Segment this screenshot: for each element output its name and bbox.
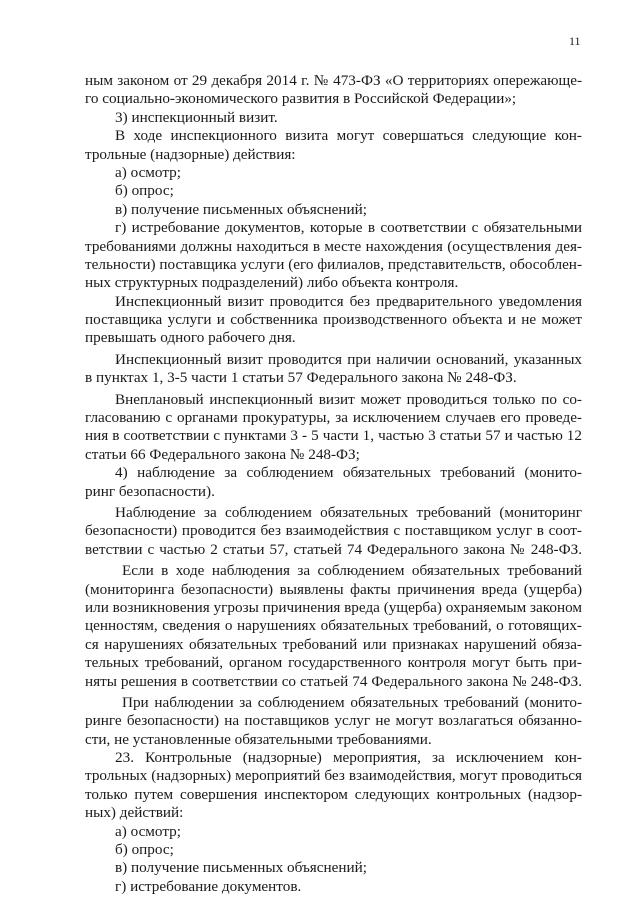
text-line: ным законом от 29 декабря 2014 г. № 473-ФЗ «О территориях опережающе- — [85, 72, 582, 89]
text-line: ринге безопасности) на поставщиков услуг не могут возлагаться обязанно- — [85, 712, 582, 730]
text-line: статьи 66 Федерального закона № 248-ФЗ; — [85, 445, 360, 463]
text-line: 3) инспекционный визит. — [115, 108, 278, 126]
text-line: ринг безопасности). — [85, 482, 215, 500]
text-line: а) осмотр; — [115, 163, 181, 181]
text-line: 4) наблюдение за соблюдением обязательных требований (монито- — [115, 464, 582, 482]
text-line: б) опрос; — [115, 182, 174, 200]
text-line: трольные (надзорные) действия: — [85, 145, 296, 163]
text-line: сти, не установленные обязательными требованиями. — [85, 730, 432, 748]
text-line: в) получение письменных объяснений; — [115, 200, 368, 218]
text-line: ния в соответствии с пунктами 3 - 5 части 1, частью 3 статьи 57 и частью 12 — [85, 427, 582, 445]
text-line: гласованию с органами прокуратуры, за исключением случаев его проведе- — [85, 409, 582, 427]
text-line: или возникновения угрозы причинения вреда (ущерба) охраняемым законом — [85, 598, 582, 616]
text-line: безопасности) проводится без взаимодействия с поставщиком услуг в соот- — [85, 522, 582, 540]
text-line: ных структурных подразделений) либо объекта контроля. — [85, 274, 459, 292]
text-line: (мониторинга безопасности) выявлены факты причинения вреда (ущерба) — [85, 580, 582, 598]
text-line: превышать одного рабочего дня. — [85, 329, 296, 347]
text-line: Инспекционный визит проводится без предварительного уведомления — [115, 292, 582, 310]
text-line: только путем совершения инспектором следующих контрольных (надзор- — [85, 785, 582, 803]
text-line: При наблюдении за соблюдением обязательных требований (монито- — [122, 693, 582, 711]
text-line: б) опрос; — [115, 841, 174, 859]
text-line: а) осмотр; — [115, 822, 181, 840]
text-line: ценностям, сведения о нарушениях обязательных требований, о готовящих- — [85, 617, 582, 635]
text-line: г) истребование документов. — [115, 877, 302, 895]
text-line: тельности) поставщика услуги (его филиалов, представительств, обособлен- — [85, 255, 582, 273]
text-line: ветствии с частью 2 статьи 57, статьей 74 Федерального закона № 248-ФЗ. — [85, 540, 582, 558]
document-body — [85, 72, 582, 896]
text-line: 23. Контрольные (надзорные) мероприятия, за исключением кон- — [115, 749, 582, 767]
text-line: трольных (надзорных) мероприятий без взаимодействия, могут проводиться — [85, 767, 582, 785]
text-line: г) истребование документов, которые в соответствии с обязательными — [115, 219, 582, 237]
text-line: Внеплановый инспекционный визит может проводиться только по со- — [115, 390, 582, 408]
text-line: Наблюдение за соблюдением обязательных требований (мониторинг — [115, 503, 582, 521]
text-line: поставщика услуги и собственника производственного объекта и не может — [85, 311, 582, 329]
text-line: требованиями должны находиться в месте нахождения (осуществления дея- — [85, 237, 582, 255]
text-line: Инспекционный визит проводится при наличии оснований, указанных — [115, 350, 582, 368]
text-line: ных) действий: — [85, 804, 184, 822]
text-line: тельных требований, органом государственного контроля могут быть при- — [85, 654, 582, 672]
text-line: ся нарушениях обязательных требований или признаках нарушений обяза- — [85, 635, 582, 653]
text-line: в) получение письменных объяснений; — [115, 859, 368, 877]
text-line: в пунктах 1, 3-5 части 1 статьи 57 Федерального закона № 248-ФЗ. — [85, 369, 517, 387]
page-number: 11 — [569, 34, 581, 48]
text-line: няты решения в соответствии со статьей 74 Федерального закона № 248-ФЗ. — [85, 672, 582, 690]
text-line: В ходе инспекционного визита могут совершаться следующие кон- — [115, 127, 582, 145]
text-line: го социально-экономического развития в Российской Федерации»; — [85, 90, 517, 108]
text-line: Если в ходе наблюдения за соблюдением обязательных требований — [122, 562, 582, 580]
